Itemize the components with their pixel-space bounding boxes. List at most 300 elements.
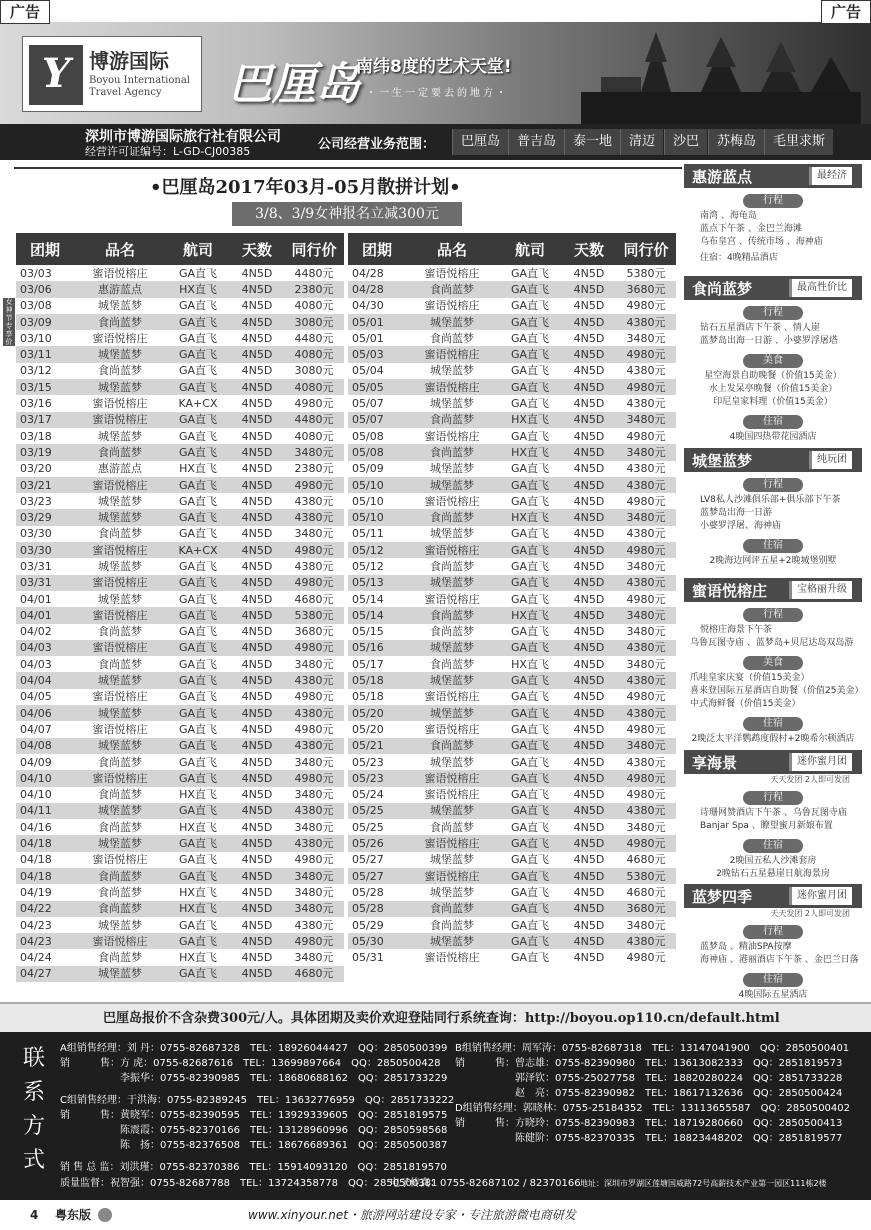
cell-price: 4380元 (616, 575, 676, 591)
cell-price: 4380元 (616, 461, 676, 477)
cell-airline: HX直飞 (498, 656, 562, 672)
table-row (348, 542, 676, 558)
cell-airline: GA直飞 (498, 298, 562, 314)
cell-date: 05/30 (348, 933, 406, 949)
cell-price: 4980元 (616, 428, 676, 444)
cell-product: 食尚蓝梦 (74, 624, 166, 640)
cell-date: 05/23 (348, 770, 406, 786)
table-row (16, 526, 344, 542)
bali-slogan: 南纬8度的艺术天堂! (356, 57, 512, 77)
cell-price: 4980元 (616, 721, 676, 737)
cell-price: 3480元 (616, 444, 676, 460)
cell-product: 食尚蓝梦 (74, 656, 166, 672)
cell-airline: GA直飞 (498, 493, 562, 509)
cell-product: 城堡蓝梦 (406, 803, 498, 819)
cell-price: 3480元 (616, 412, 676, 428)
cell-product: 食尚蓝梦 (74, 526, 166, 542)
cell-product: 蜜语悦榕庄 (74, 640, 166, 656)
cell-product: 食尚蓝梦 (74, 901, 166, 917)
cell-product: 城堡蓝梦 (74, 917, 166, 933)
cell-days: 4N5D (230, 917, 284, 933)
table-row (16, 949, 344, 965)
cell-date: 04/11 (16, 803, 74, 819)
cell-date: 04/30 (348, 298, 406, 314)
table-row (16, 689, 344, 705)
cell-airline: GA直飞 (166, 640, 230, 656)
logo-en: Boyou International Travel Agency (89, 75, 191, 98)
cell-product: 蜜语悦榕庄 (74, 721, 166, 737)
cell-price: 3480元 (284, 754, 344, 770)
package-line: 蓝梦岛出海一日游 、小婆罗浮屠塔 (700, 336, 838, 346)
plan-title: •巴厘岛2017年03月-05月散拼计划• (150, 177, 461, 198)
package-tag: 迷你蜜月团 (789, 753, 852, 771)
cell-date: 05/01 (348, 330, 406, 346)
cell-price: 4380元 (616, 395, 676, 411)
cell-date: 03/15 (16, 379, 74, 395)
package-line: 钻石五星酒店下午茶 、情人崖 (700, 323, 820, 333)
cell-date: 05/18 (348, 689, 406, 705)
table-row (16, 395, 344, 411)
cell-date: 04/01 (16, 607, 74, 623)
cell-product: 食尚蓝梦 (74, 819, 166, 835)
cell-date: 03/31 (16, 575, 74, 591)
cell-product: 蜜语悦榕庄 (74, 395, 166, 411)
cell-date: 05/03 (348, 346, 406, 362)
cell-product: 城堡蓝梦 (74, 672, 166, 688)
cell-product: 城堡蓝梦 (406, 395, 498, 411)
package-line: 蓝梦岛出海一日游 (700, 508, 773, 518)
edition-badge-icon (98, 1208, 112, 1222)
col-header-product: 品名 (406, 233, 498, 265)
table-row (348, 933, 676, 949)
contact-line: 陈健阶：0755-82370335 TEL：18823448202 QQ：2851819577 (515, 1133, 843, 1144)
cell-price: 3480元 (616, 738, 676, 754)
cell-days: 4N5D (230, 770, 284, 786)
cell-date: 05/15 (348, 624, 406, 640)
section-label: 住宿 (743, 717, 803, 731)
cell-days: 4N5D (230, 754, 284, 770)
cell-days: 4N5D (562, 835, 616, 851)
cell-days: 4N5D (562, 412, 616, 428)
cell-days: 4N5D (230, 721, 284, 737)
cell-date: 05/23 (348, 754, 406, 770)
table-row (348, 672, 676, 688)
cell-price: 4380元 (616, 803, 676, 819)
cell-price: 4380元 (284, 917, 344, 933)
cell-product: 蜜语悦榕庄 (406, 298, 498, 314)
cell-product: 城堡蓝梦 (406, 461, 498, 477)
cell-date: 04/28 (348, 265, 406, 281)
company-name: 深圳市博游国际旅行社有限公司 (85, 129, 281, 145)
cell-price: 4980元 (616, 591, 676, 607)
col-header-date: 团期 (16, 233, 74, 265)
cell-days: 4N5D (230, 607, 284, 623)
table-row (348, 591, 676, 607)
cell-airline: GA直飞 (166, 868, 230, 884)
table-row (16, 379, 344, 395)
package-line: 中式海鲜餐（价值15美金） (690, 699, 801, 709)
cell-product: 蜜语悦榕庄 (406, 835, 498, 851)
cell-product: 蜜语悦榕庄 (406, 493, 498, 509)
table-row (348, 787, 676, 803)
table-row (348, 754, 676, 770)
cell-airline: GA直飞 (166, 558, 230, 574)
cell-price: 4980元 (616, 689, 676, 705)
cell-product: 蜜语悦榕庄 (406, 949, 498, 965)
cell-airline: GA直飞 (498, 363, 562, 379)
cell-price: 4380元 (616, 705, 676, 721)
cell-product: 蜜语悦榕庄 (406, 591, 498, 607)
table-row (16, 428, 344, 444)
cell-price: 4980元 (284, 721, 344, 737)
cell-date: 03/31 (16, 558, 74, 574)
table-row (348, 770, 676, 786)
cell-airline: GA直飞 (498, 917, 562, 933)
contact-line: A组销售经理：刘 丹：0755-82687328 TEL：18926044427 QQ：2850500399 (60, 1043, 448, 1054)
cell-date: 04/27 (16, 966, 74, 982)
table-row (348, 444, 676, 460)
table-row (348, 917, 676, 933)
cell-product: 蜜语悦榕庄 (74, 933, 166, 949)
cell-price: 4680元 (284, 966, 344, 982)
cell-date: 04/19 (16, 884, 74, 900)
cell-product: 食尚蓝梦 (74, 444, 166, 460)
table-row (16, 624, 344, 640)
contact-line: 销 售：方 虎：0755-82687616 TEL：13699897664 QQ：2850500428 (60, 1058, 441, 1069)
cell-days: 4N5D (230, 428, 284, 444)
cell-airline: GA直飞 (166, 379, 230, 395)
cell-product: 蜜语悦榕庄 (406, 689, 498, 705)
cell-price: 4480元 (284, 412, 344, 428)
table-row (348, 738, 676, 754)
cell-airline: GA直飞 (166, 477, 230, 493)
section-label: 住宿 (743, 973, 803, 987)
cell-airline: GA直飞 (166, 330, 230, 346)
cell-days: 4N5D (230, 738, 284, 754)
col-header-airline: 航司 (166, 233, 230, 265)
table-row (348, 624, 676, 640)
cell-date: 05/17 (348, 656, 406, 672)
cell-date: 03/18 (16, 428, 74, 444)
cell-price: 4980元 (616, 835, 676, 851)
package-card (684, 164, 862, 265)
table-row (16, 363, 344, 379)
cell-days: 4N5D (230, 444, 284, 460)
cell-product: 食尚蓝梦 (74, 754, 166, 770)
cell-days: 4N5D (230, 412, 284, 428)
cell-days: 4N5D (230, 705, 284, 721)
cell-days: 4N5D (230, 868, 284, 884)
cell-airline: GA直飞 (166, 705, 230, 721)
cell-days: 4N5D (230, 624, 284, 640)
cell-days: 4N5D (230, 493, 284, 509)
cell-days: 4N5D (562, 477, 616, 493)
cell-date: 05/10 (348, 493, 406, 509)
cell-airline: GA直飞 (166, 835, 230, 851)
table-row (348, 689, 676, 705)
table-row (16, 705, 344, 721)
cell-price: 3480元 (616, 656, 676, 672)
table-row (348, 949, 676, 965)
cell-airline: HX直飞 (166, 281, 230, 297)
cell-product: 食尚蓝梦 (406, 624, 498, 640)
bali-slogan-sub: ・一生一定要去的地方・ (366, 88, 509, 99)
contact-line: 郭泽钦：0755-25027758 TEL：18820280224 QQ：2851733228 (515, 1073, 843, 1084)
cell-days: 4N5D (562, 901, 616, 917)
cell-airline: GA直飞 (498, 770, 562, 786)
table-row (348, 363, 676, 379)
cell-days: 4N5D (562, 526, 616, 542)
cell-airline: GA直飞 (166, 526, 230, 542)
cell-days: 4N5D (562, 281, 616, 297)
scope-item: 苏梅岛 (708, 129, 764, 155)
col-header-airline: 航司 (498, 233, 562, 265)
footer-slogan: www.xinyour.net・旅游网站建设专家・专注旅游微电商研发 (248, 1208, 576, 1222)
col-header-price: 同行价 (284, 233, 344, 265)
cell-product: 城堡蓝梦 (74, 705, 166, 721)
table-row (348, 656, 676, 672)
cell-airline: KA+CX (166, 395, 230, 411)
cell-price: 3480元 (616, 819, 676, 835)
cell-airline: GA直飞 (498, 852, 562, 868)
cell-airline: GA直飞 (166, 852, 230, 868)
cell-price: 4980元 (284, 542, 344, 558)
table-row (16, 656, 344, 672)
cell-days: 4N5D (562, 933, 616, 949)
table-row (348, 901, 676, 917)
package-line: 悦榕庄海景下午茶 (700, 625, 773, 635)
cell-days: 4N5D (230, 835, 284, 851)
cell-date: 05/14 (348, 591, 406, 607)
cell-product: 食尚蓝梦 (406, 901, 498, 917)
schedule-table-left (16, 233, 344, 982)
cell-date: 04/02 (16, 624, 74, 640)
package-line: 2晚泛太平洋鹦鹉度假村+2晚希尔顿酒店 (691, 734, 855, 744)
cell-price: 4980元 (284, 395, 344, 411)
cell-product: 蜜语悦榕庄 (406, 265, 498, 281)
cell-days: 4N5D (230, 672, 284, 688)
cell-product: 蜜语悦榕庄 (74, 477, 166, 493)
cell-price: 4380元 (616, 526, 676, 542)
cell-product: 城堡蓝梦 (74, 428, 166, 444)
cell-price: 3480元 (284, 884, 344, 900)
cell-date: 04/18 (16, 868, 74, 884)
cell-days: 4N5D (562, 819, 616, 835)
package-name: 蓝梦四季 (692, 888, 753, 906)
cell-date: 05/28 (348, 884, 406, 900)
cell-date: 04/05 (16, 689, 74, 705)
cell-product: 城堡蓝梦 (74, 835, 166, 851)
cell-product: 城堡蓝梦 (74, 738, 166, 754)
table-row (348, 575, 676, 591)
cell-date: 05/04 (348, 363, 406, 379)
cell-airline: GA直飞 (166, 412, 230, 428)
logo-cn: 博游国际 (89, 49, 169, 73)
cell-days: 4N5D (562, 428, 616, 444)
cell-airline: GA直飞 (498, 901, 562, 917)
logo-icon: Y (29, 45, 83, 105)
company-logo (22, 36, 202, 112)
cell-days: 4N5D (562, 379, 616, 395)
cell-price: 4380元 (616, 314, 676, 330)
cell-date: 04/10 (16, 787, 74, 803)
package-card (684, 578, 862, 746)
cell-days: 4N5D (562, 330, 616, 346)
cell-price: 4980元 (284, 640, 344, 656)
cell-days: 4N5D (562, 591, 616, 607)
cell-days: 4N5D (230, 689, 284, 705)
cell-airline: GA直飞 (166, 607, 230, 623)
cell-date: 05/26 (348, 835, 406, 851)
cell-days: 4N5D (230, 591, 284, 607)
cell-days: 4N5D (562, 917, 616, 933)
cell-airline: HX直飞 (166, 787, 230, 803)
cell-price: 3680元 (616, 901, 676, 917)
schedule-table-right (348, 233, 676, 966)
bali-title: 巴厘岛 (228, 59, 360, 110)
cell-product: 惠游蓝点 (74, 281, 166, 297)
table-row (348, 298, 676, 314)
cell-days: 4N5D (230, 281, 284, 297)
cell-date: 03/21 (16, 477, 74, 493)
package-line: 小婆罗浮屠、海神庙 (700, 521, 782, 531)
cell-price: 3480元 (616, 509, 676, 525)
cell-price: 3480元 (284, 787, 344, 803)
scope-item: 巴厘岛 (452, 129, 508, 155)
cell-product: 蜜语悦榕庄 (406, 379, 498, 395)
cell-price: 4680元 (616, 884, 676, 900)
cell-product: 城堡蓝梦 (74, 803, 166, 819)
cell-days: 4N5D (562, 803, 616, 819)
scope-item: 泰一地 (564, 129, 620, 155)
cell-date: 03/06 (16, 281, 74, 297)
cell-airline: HX直飞 (498, 509, 562, 525)
cell-product: 食尚蓝梦 (406, 917, 498, 933)
cell-price: 5380元 (616, 265, 676, 281)
cell-days: 4N5D (562, 656, 616, 672)
cell-product: 蜜语悦榕庄 (406, 770, 498, 786)
cell-airline: GA直飞 (498, 672, 562, 688)
cell-price: 5380元 (616, 868, 676, 884)
section-label: 美食 (743, 354, 803, 368)
table-row (348, 607, 676, 623)
temple-illustration (581, 22, 861, 124)
edition-label: 粤东版 (55, 1208, 92, 1222)
cell-price: 4380元 (616, 363, 676, 379)
table-row (348, 721, 676, 737)
package-line: 星空海景自助晚餐（价值15美金） (704, 371, 842, 381)
cell-price: 3680元 (284, 624, 344, 640)
package-line: 2晚国五私人沙滩套房 (729, 856, 817, 866)
package-name: 城堡蓝梦 (692, 452, 753, 470)
table-row (348, 868, 676, 884)
cell-date: 04/07 (16, 721, 74, 737)
cell-date: 05/27 (348, 852, 406, 868)
cell-product: 食尚蓝梦 (74, 314, 166, 330)
package-name: 享海景 (692, 754, 738, 772)
table-row (348, 395, 676, 411)
table-row (348, 379, 676, 395)
cell-days: 4N5D (562, 754, 616, 770)
cell-days: 4N5D (230, 395, 284, 411)
cell-date: 04/22 (16, 901, 74, 917)
cell-days: 4N5D (230, 966, 284, 982)
cell-date: 04/18 (16, 835, 74, 851)
cell-date: 04/01 (16, 591, 74, 607)
cell-days: 4N5D (562, 298, 616, 314)
cell-airline: GA直飞 (166, 672, 230, 688)
section-label: 住宿 (743, 539, 803, 553)
table-row (348, 461, 676, 477)
cell-days: 4N5D (230, 933, 284, 949)
contact-line: B组销售经理：周军涛：0755-82687318 TEL：13147041900 QQ：2850500401 (455, 1043, 850, 1054)
table-row (16, 884, 344, 900)
cell-days: 4N5D (562, 705, 616, 721)
cell-airline: HX直飞 (166, 901, 230, 917)
cell-days: 4N5D (230, 477, 284, 493)
cell-days: 4N5D (562, 787, 616, 803)
cell-airline: GA直飞 (498, 314, 562, 330)
cell-price: 4380元 (284, 705, 344, 721)
table-row (16, 558, 344, 574)
cell-days: 4N5D (562, 461, 616, 477)
cell-airline: GA直飞 (498, 346, 562, 362)
cell-price: 4380元 (616, 933, 676, 949)
package-line: 喜来登国际五星酒店自助餐（价值25美金） (690, 686, 864, 696)
cell-airline: GA直飞 (498, 705, 562, 721)
table-row (348, 477, 676, 493)
section-label: 美食 (743, 656, 803, 670)
cell-date: 04/24 (16, 949, 74, 965)
cell-days: 4N5D (562, 575, 616, 591)
cell-airline: GA直飞 (498, 689, 562, 705)
company-license: 经营许可证编号：L-GD-CJ00385 (85, 145, 251, 158)
scope-item: 普吉岛 (508, 129, 564, 155)
cell-price: 4080元 (284, 346, 344, 362)
cell-days: 4N5D (230, 575, 284, 591)
cell-product: 城堡蓝梦 (406, 526, 498, 542)
package-note: 天天发团 2人即可发团 (770, 909, 850, 918)
cell-price: 4980元 (616, 949, 676, 965)
package-name: 惠游蓝点 (692, 168, 753, 186)
section-label: 行程 (743, 608, 803, 622)
cell-date: 05/08 (348, 444, 406, 460)
cell-date: 05/05 (348, 379, 406, 395)
section-label: 行程 (743, 194, 803, 208)
title-divider (14, 167, 682, 169)
cell-airline: HX直飞 (498, 412, 562, 428)
table-row (348, 412, 676, 428)
table-row (16, 330, 344, 346)
cell-days: 4N5D (562, 314, 616, 330)
cell-price: 3480元 (284, 868, 344, 884)
cell-days: 4N5D (562, 884, 616, 900)
cell-price: 3480元 (284, 656, 344, 672)
table-row (16, 803, 344, 819)
cell-days: 4N5D (562, 770, 616, 786)
cell-price: 3480元 (284, 949, 344, 965)
cell-airline: GA直飞 (498, 526, 562, 542)
cell-airline: GA直飞 (498, 640, 562, 656)
table-row (16, 819, 344, 835)
cell-product: 蜜语悦榕庄 (74, 770, 166, 786)
package-note: 天天发团 2人即可发团 (770, 775, 850, 784)
table-row (16, 721, 344, 737)
contact-line: 销 售：方晓玲：0755-82390983 TEL：18719280660 QQ：2850500413 (455, 1118, 843, 1129)
package-line: 海神庙 、港丽酒店下午茶 、金巴兰日落 (700, 955, 859, 965)
package-card (684, 448, 862, 568)
cell-airline: GA直飞 (166, 591, 230, 607)
